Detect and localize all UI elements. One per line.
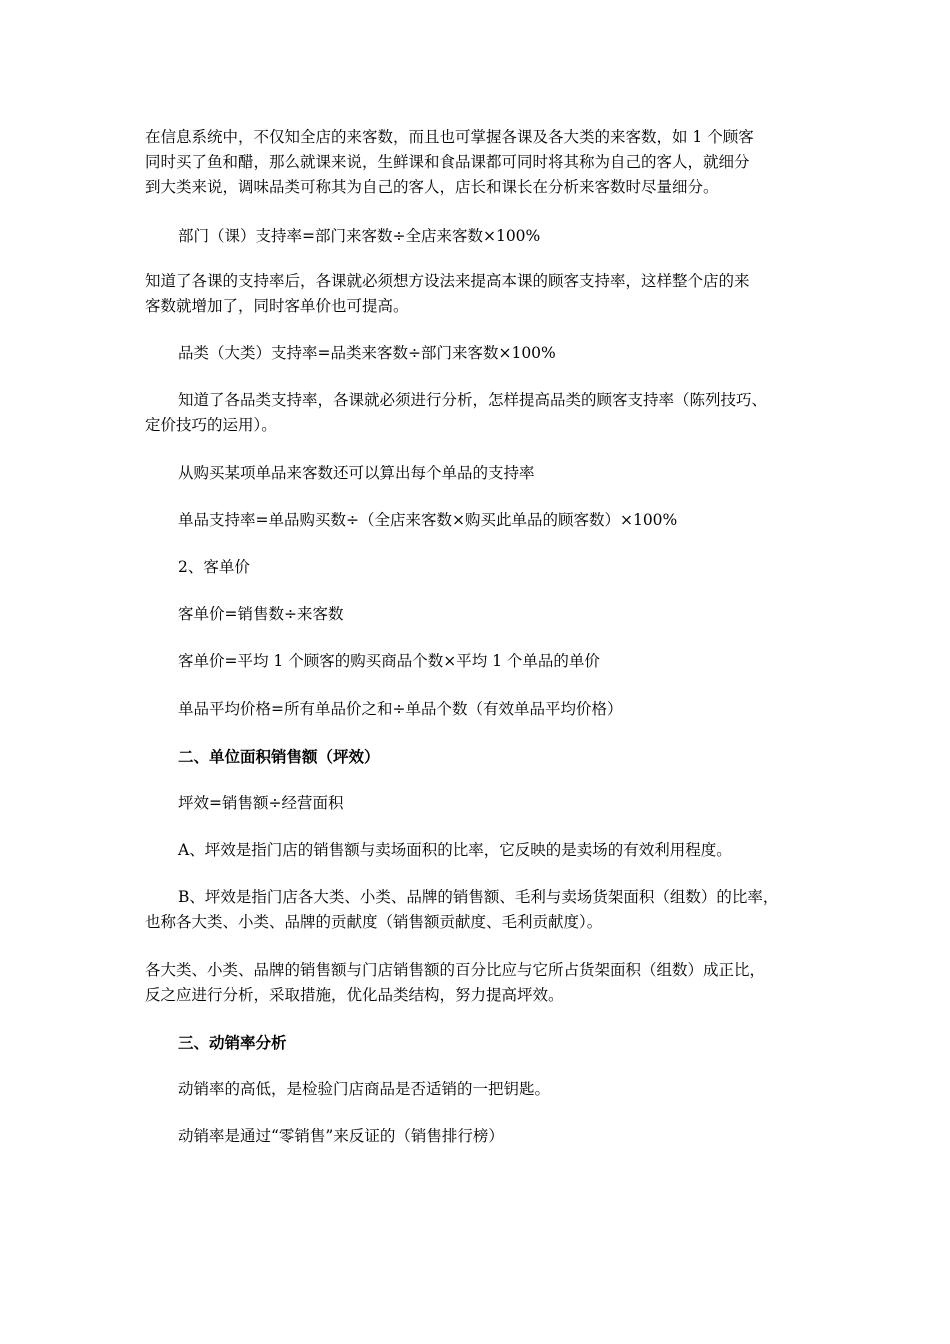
formula-department-support-rate bbox=[178, 224, 818, 249]
paragraph-department-support bbox=[145, 269, 815, 319]
text-line: 反之应进行分析，采取措施，优化品类结构，努力提高坪效。 bbox=[145, 986, 564, 1004]
text-line: 从购买某项单品来客数还可以算出每个单品的支持率 bbox=[178, 464, 535, 482]
section-heading-sales-per-area bbox=[178, 744, 818, 769]
paragraph-customer-count-detail bbox=[145, 125, 815, 200]
formula-customer-price-1 bbox=[178, 602, 818, 627]
text-line: 知道了各课的支持率后，各课就必须想方设法来提高本课的顾客支持率，这样整个店的来 bbox=[145, 272, 750, 290]
paragraph-item-support-intro bbox=[178, 461, 818, 486]
paragraph-sales-per-area-b bbox=[145, 885, 815, 935]
formula-sales-per-area bbox=[178, 791, 818, 816]
text-line: 动销率的高低，是检验门店商品是否适销的一把钥匙。 bbox=[178, 1080, 551, 1098]
paragraph-sell-through-zero-sales bbox=[178, 1124, 818, 1149]
section-heading-customer-price bbox=[178, 555, 818, 580]
text-line: 客数就增加了，同时客单价也可提高。 bbox=[145, 297, 409, 315]
text-line: 客单价=平均 1 个顾客的购买商品个数×平均 1 个单品的单价 bbox=[178, 652, 600, 670]
text-line: 品类（大类）支持率=品类来客数÷部门来客数×100% bbox=[178, 344, 556, 362]
text-line: 坪效=销售额÷经营面积 bbox=[178, 794, 344, 812]
text-line: A、坪效是指门店的销售额与卖场面积的比率，它反映的是卖场的有效利用程度。 bbox=[178, 841, 732, 859]
text-line: 到大类来说，调味品类可称其为自己的客人，店长和课长在分析来客数时尽量细分。 bbox=[145, 178, 719, 196]
paragraph-sales-per-area-a bbox=[178, 838, 818, 863]
text-line: 部门（课）支持率=部门来客数÷全店来客数×100% bbox=[178, 227, 541, 245]
paragraph-sell-through-key bbox=[178, 1077, 818, 1102]
text-line: 三、动销率分析 bbox=[178, 1033, 287, 1052]
text-line: 动销率是通过“零销售”来反证的（销售排行榜） bbox=[178, 1127, 504, 1145]
formula-category-support-rate bbox=[178, 341, 818, 366]
text-line: 2、客单价 bbox=[178, 558, 250, 576]
text-line: 单品平均价格=所有单品价之和÷单品个数（有效单品平均价格） bbox=[178, 700, 623, 718]
paragraph-category-support bbox=[145, 388, 815, 438]
paragraph-category-share bbox=[145, 958, 815, 1008]
text-line: 单品支持率=单品购买数÷（全店来客数×购买此单品的顾客数）×100% bbox=[178, 511, 678, 529]
text-line: 二、单位面积销售额（坪效） bbox=[178, 747, 380, 766]
text-line: 在信息系统中，不仅知全店的来客数，而且也可掌握各课及各大类的来客数，如 1 个顾客 bbox=[145, 128, 754, 146]
formula-customer-price-2 bbox=[178, 649, 818, 674]
text-line: 客单价=销售数÷来客数 bbox=[178, 605, 344, 623]
text-line: 知道了各品类支持率，各课就必须进行分析，怎样提高品类的顾客支持率（陈列技巧、 bbox=[178, 391, 768, 409]
text-line: B、坪效是指门店各大类、小类、品牌的销售额、毛利与卖场货架面积（组数）的比率， bbox=[178, 888, 779, 906]
text-line: 也称各大类、小类、品牌的贡献度（销售额贡献度、毛利贡献度）。 bbox=[145, 913, 603, 931]
text-line: 同时买了鱼和醋，那么就课来说，生鲜课和食品课都可同时将其称为自己的客人，就细分 bbox=[145, 153, 750, 171]
text-line: 定价技巧的运用）。 bbox=[145, 416, 277, 434]
formula-item-support-rate bbox=[178, 508, 818, 533]
text-line: 各大类、小类、品牌的销售额与门店销售额的百分比应与它所占货架面积（组数）成正比， bbox=[145, 961, 766, 979]
formula-average-item-price bbox=[178, 697, 818, 722]
section-heading-sell-through bbox=[178, 1030, 818, 1055]
